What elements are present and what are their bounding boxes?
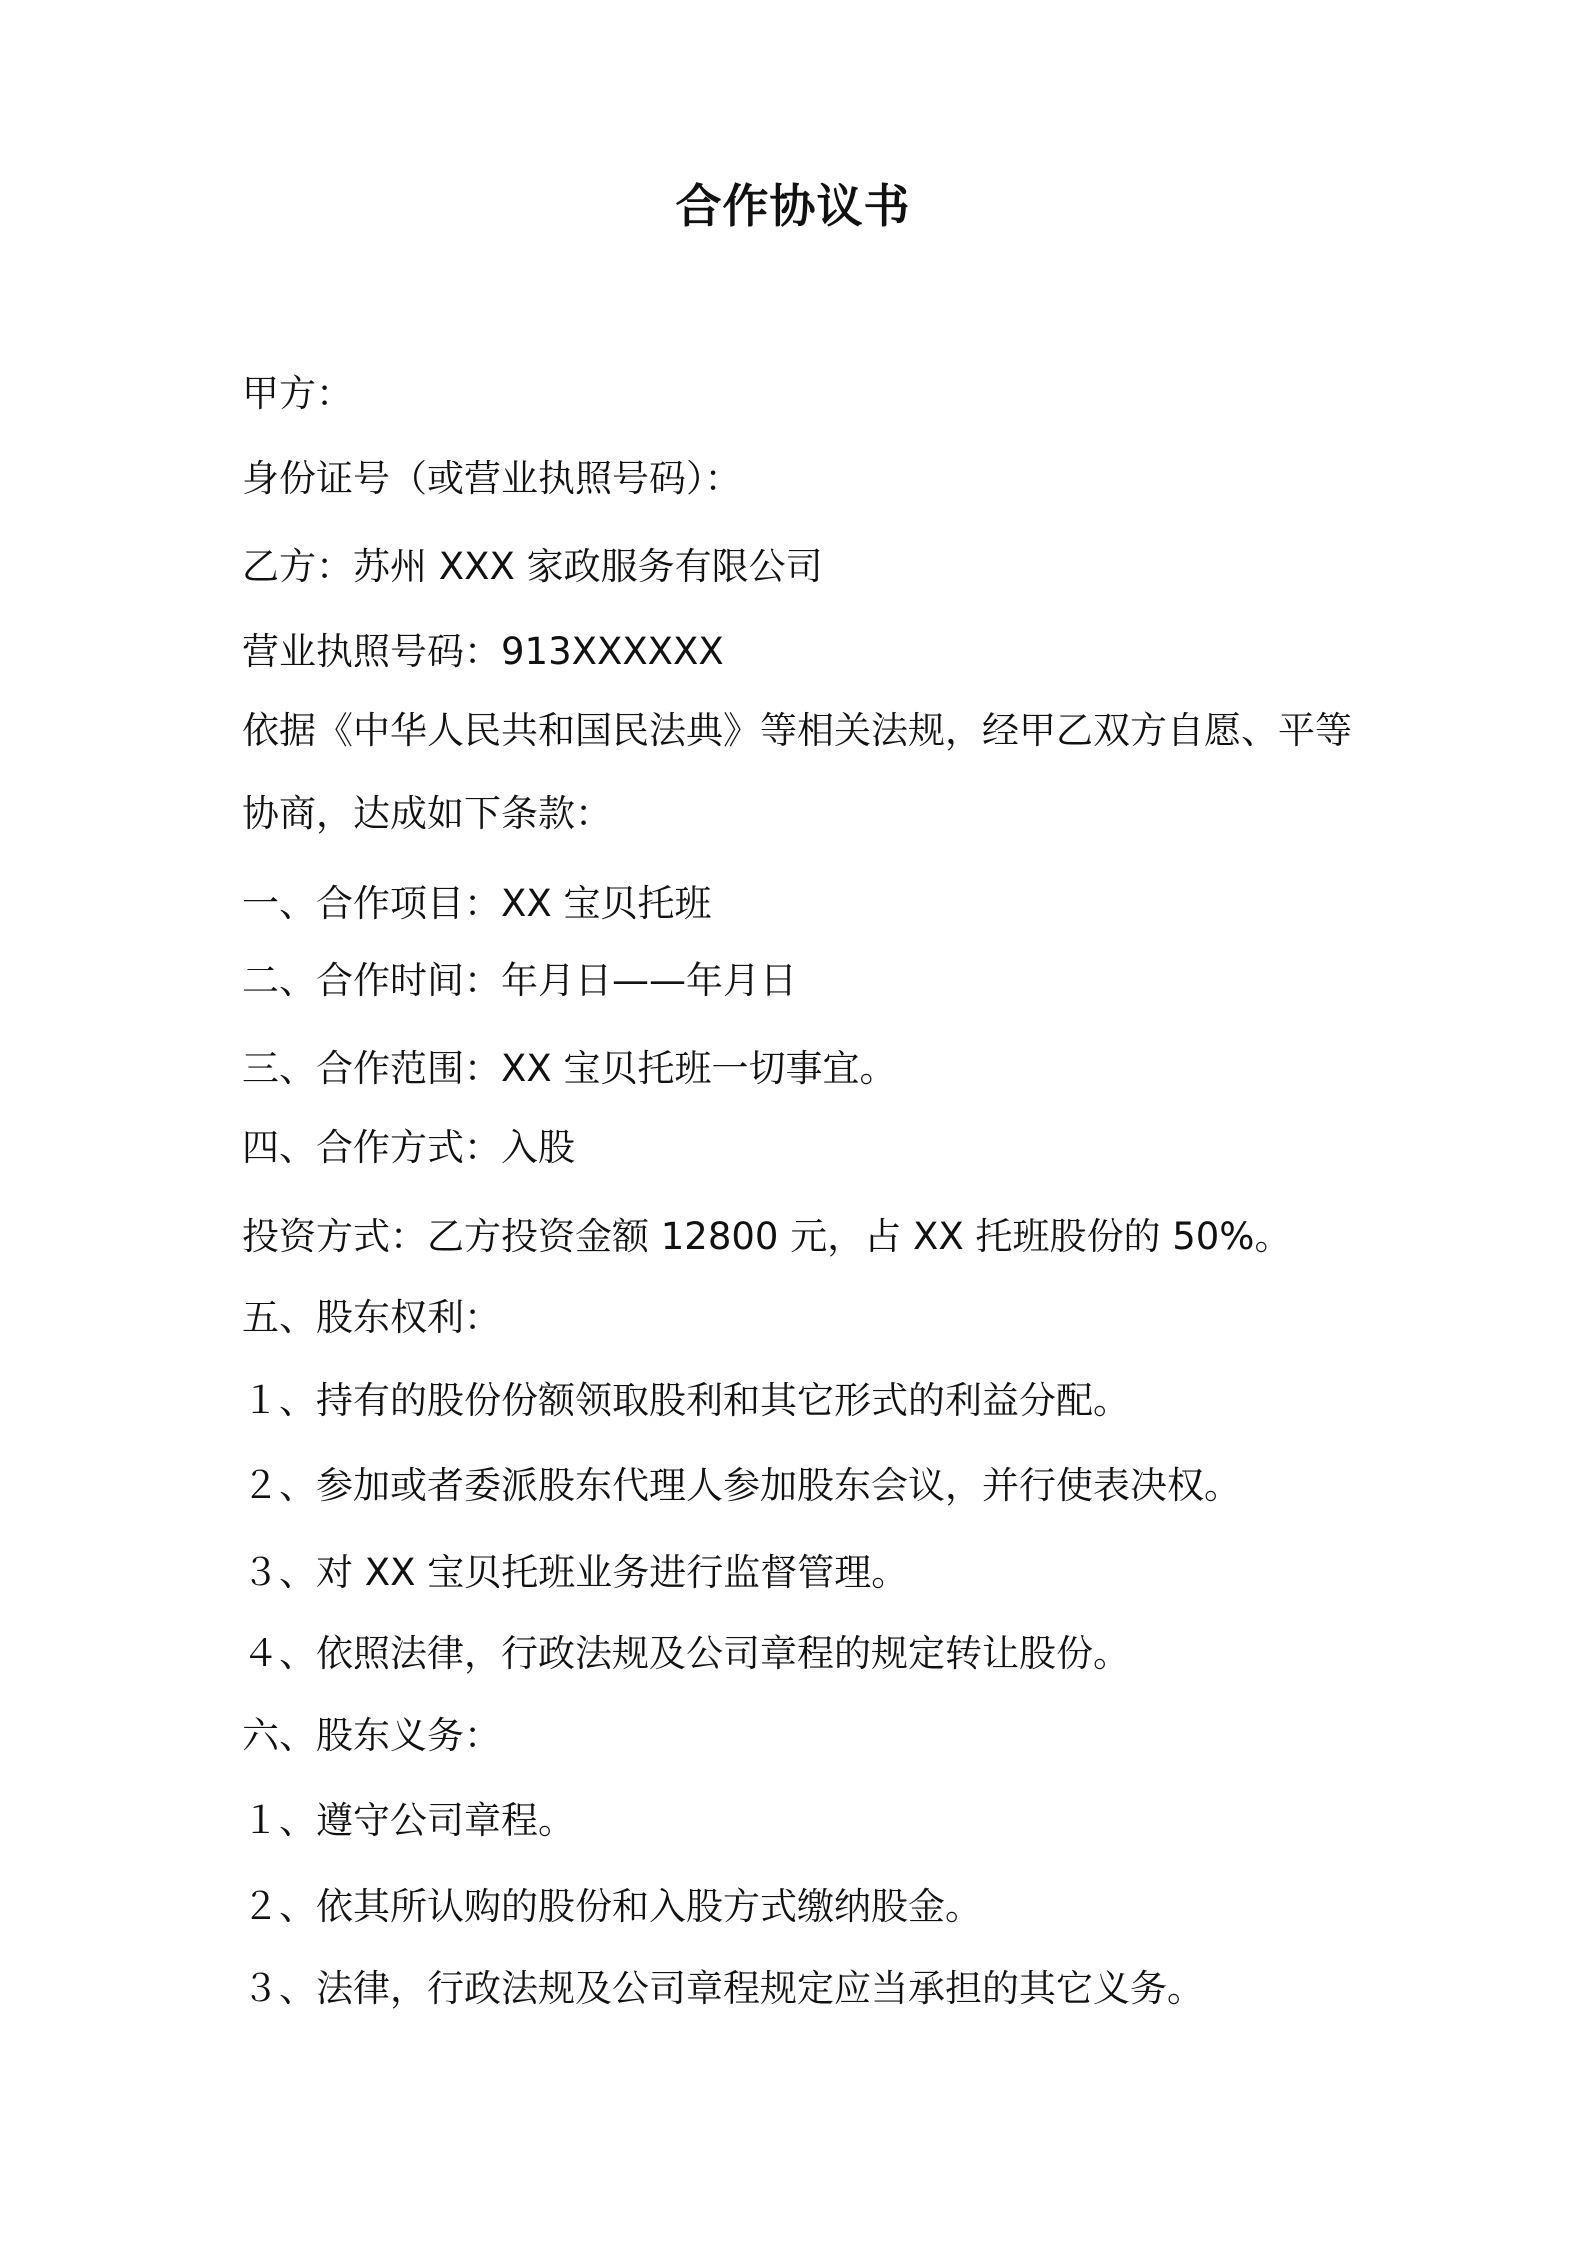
id-number-label: 身份证号（或营业执照号码）： xyxy=(242,457,742,500)
document-title: 合作协议书 xyxy=(675,179,911,233)
obligations-item-2: ２、依其所认购的股份和入股方式缴纳股金。 xyxy=(242,1885,982,1928)
preamble-line-1: 依据《中华人民共和国民法典》等相关法规，经甲乙双方自愿、平等 xyxy=(242,709,1352,752)
obligations-item-3: ３、法律，行政法规及公司章程规定应当承担的其它义务。 xyxy=(242,1967,1204,2010)
clause-3-scope: 三、合作范围：XX 宝贝托班一切事宜。 xyxy=(242,1047,897,1090)
rights-item-3: ３、对 XX 宝贝托班业务进行监督管理。 xyxy=(242,1551,909,1594)
preamble-line-2: 协商，达成如下条款： xyxy=(242,792,612,835)
obligations-item-1: １、遵守公司章程。 xyxy=(242,1799,575,1842)
rights-item-2: ２、参加或者委派股东代理人参加股东会议，并行使表决权。 xyxy=(242,1464,1241,1507)
clause-2-period: 二、合作时间：年月日——年月日 xyxy=(242,959,797,1002)
rights-item-4: ４、依照法律，行政法规及公司章程的规定转让股份。 xyxy=(242,1632,1130,1675)
clause-6-obligations-heading: 六、股东义务： xyxy=(242,1714,501,1757)
rights-item-1: １、持有的股份份额领取股利和其它形式的利益分配。 xyxy=(242,1379,1130,1422)
party-a-label: 甲方： xyxy=(242,372,353,415)
clause-5-rights-heading: 五、股东权利： xyxy=(242,1296,501,1339)
party-b-line: 乙方：苏州 XXX 家政服务有限公司 xyxy=(242,545,823,588)
investment-method-line: 投资方式：乙方投资金额 12800 元，占 XX 托班股份的 50%。 xyxy=(242,1215,1292,1258)
business-license-line: 营业执照号码：913XXXXXX xyxy=(242,630,724,673)
clause-1-project: 一、合作项目：XX 宝贝托班 xyxy=(242,882,712,925)
clause-4-method: 四、合作方式：入股 xyxy=(242,1126,575,1169)
